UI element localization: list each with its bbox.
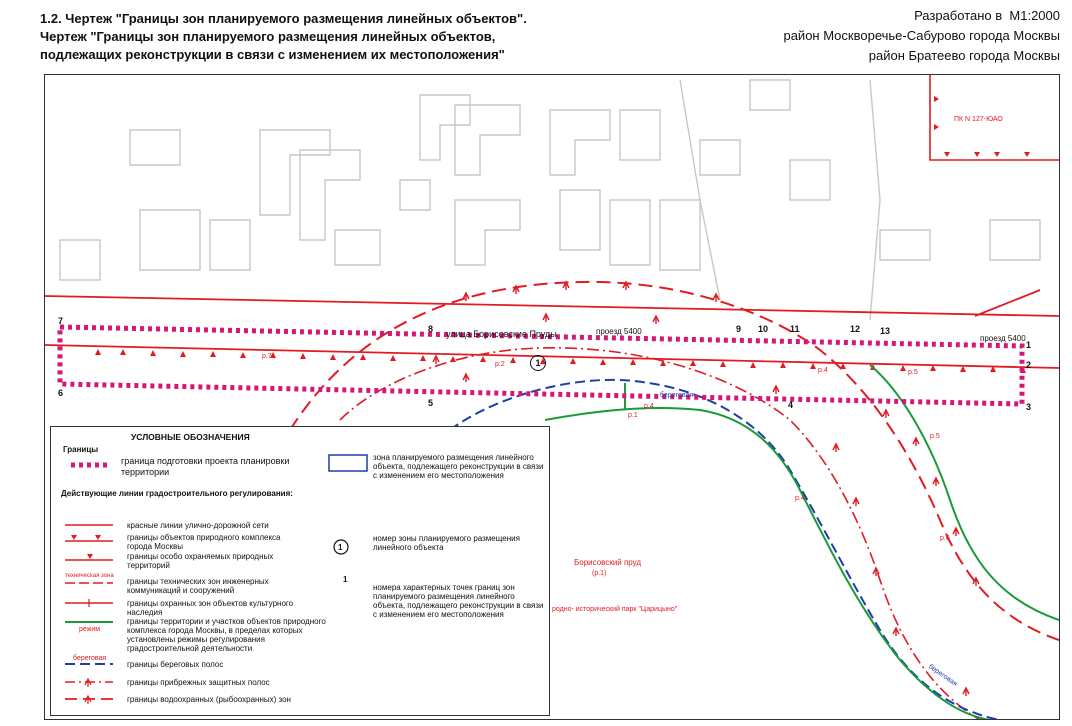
tag-p4c: р.4	[795, 495, 805, 502]
point-4: 4	[788, 400, 794, 410]
tag-p2: р.2	[495, 361, 505, 368]
zone-number-circle: 1	[530, 355, 546, 371]
tag-p5b: р.5	[930, 433, 940, 440]
legend-border-item: граница подготовки проекта планировки территории	[121, 456, 290, 477]
background-buildings	[60, 80, 1040, 320]
point-6: 6	[58, 388, 64, 398]
tag-p1: р.1	[628, 412, 638, 419]
tag-p5: р.5	[908, 369, 918, 376]
legend-title: УСЛОВНЫЕ ОБОЗНАЧЕНИЯ	[131, 432, 250, 442]
street-label: улица Борисовские Пруды	[446, 329, 557, 339]
legend-item-8: границы прибрежных защитных полос	[127, 678, 270, 687]
pond-sub-label: (р.1)	[592, 570, 607, 577]
point-3: 3	[1026, 402, 1032, 412]
legend-item-1: красные линии улично-дорожной сети	[127, 521, 269, 530]
tag-p7: р.7	[262, 353, 272, 360]
nature-complex-boundary	[545, 365, 1059, 720]
point-2: 2	[1026, 360, 1032, 370]
proezd-label-2: проезд 5400	[980, 334, 1026, 343]
red-line-ticks	[95, 349, 1026, 373]
point-11: 11	[790, 324, 800, 334]
map-title-line-1: 1.2. Чертеж "Границы зон планируемого размещения линейных объектов".	[40, 11, 527, 26]
point-9: 9	[736, 324, 742, 334]
legend-item-5: границы охранных зон объектов культурного наследия	[127, 599, 294, 617]
park-label: родно- исторический парк "Царицыно"	[552, 606, 678, 613]
district-1: район Москворечье-Сабурово города Москвы	[783, 28, 1060, 43]
legend-item-4: границы технических зон инженерных коммуникаций и сооружений	[127, 577, 269, 595]
beregovaya-map-label-2: береговая	[660, 392, 694, 399]
point-1: 1	[1026, 340, 1032, 350]
legend-point-number: 1	[343, 575, 348, 584]
point-13: 13	[880, 326, 891, 336]
legend-point-item: номера характерных точек границ зон планируемого размещения линейного объекта, подлежащего реконструкции в связи с изменением его местоположения	[373, 583, 544, 619]
legend-tag-rezhim: режим	[79, 626, 101, 633]
legend-item-6: границы территории и участков объектов природного комплекса города Москвы, в пределах которых установлены режимы регулирования градостроительной деятельности	[127, 617, 326, 653]
legend-item-2: границы объектов природного комплекса города Москвы	[127, 533, 281, 551]
legend-section-borders: Границы	[63, 445, 99, 454]
map-title-line-2: Чертеж "Границы зон планируемого размещения линейных объектов,	[40, 29, 496, 44]
tag-p6: р.6	[940, 535, 950, 542]
point-8: 8	[428, 324, 434, 334]
beregovaya-map-label: береговая	[926, 663, 959, 688]
proezd-label-1: проезд 5400	[596, 327, 642, 336]
tag-p4a: р.4	[644, 403, 654, 410]
scale-value: М1:2000	[1009, 8, 1060, 23]
pond-label: Борисовский пруд	[574, 558, 642, 567]
legend	[50, 426, 550, 716]
point-12: 12	[850, 324, 861, 334]
legend-section-lines: Действующие линии градостроительного регулирования:	[61, 489, 293, 498]
district-2: район Братеево города Москвы	[868, 48, 1060, 63]
legend-tag-tech: техническая зона	[65, 573, 114, 579]
legend-item-7: границы береговых полос	[127, 660, 224, 669]
tag-p4b: р.4	[818, 367, 828, 374]
map-title-line-3: подлежащих реконструкции в связи с изменением их местоположения"	[40, 47, 505, 62]
legend-item-3: границы особо охраняемых природных территорий	[127, 552, 274, 570]
developed-label: Разработано в	[914, 8, 1003, 23]
pk-ticks	[934, 96, 1030, 157]
legend-circle-number: 1	[338, 543, 343, 552]
point-10: 10	[758, 324, 769, 334]
legend-zone-item: зона планируемого размещения линейного объекта, подлежащего реконструкции в связи с изменением его местоположения	[373, 453, 544, 480]
legend-item-9: границы водоохранных (рыбоохранных) зон	[127, 695, 291, 704]
pk-label: ПК N 127-ЮАО	[954, 116, 1003, 123]
legend-circle-item: номер зоны планируемого размещения линейного объекта	[373, 534, 520, 552]
point-5: 5	[428, 398, 434, 408]
point-7: 7	[58, 316, 64, 326]
legend-tag-beregovaya: береговая	[73, 655, 107, 662]
